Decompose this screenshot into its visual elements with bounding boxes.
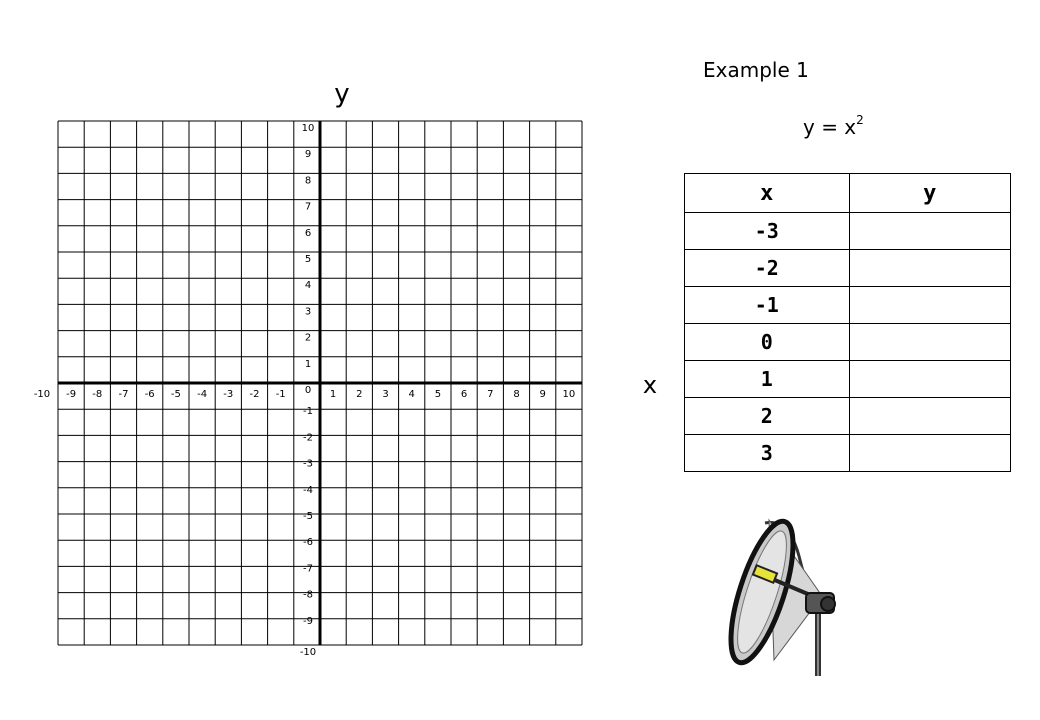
y-tick-label: 10 [301, 123, 315, 134]
x-tick-label: -5 [170, 389, 181, 400]
x-tick-label: -6 [144, 389, 155, 400]
x-tick-label: 1 [329, 389, 337, 400]
y-tick-label: 3 [304, 306, 312, 318]
y-tick-label: -9 [303, 615, 313, 627]
page-title: Example 1 [703, 58, 809, 82]
satellite-dish-icon [718, 515, 835, 676]
y-tick-label: -8 [303, 589, 313, 601]
y-value-cell[interactable] [849, 398, 1011, 435]
table-row [685, 398, 1011, 435]
y-value-cell[interactable] [849, 213, 1011, 250]
x-tick-label: 7 [487, 389, 494, 400]
y-tick-label: -3 [303, 458, 313, 470]
y-tick-label: 2 [304, 332, 312, 344]
x-tick-label: -7 [118, 389, 129, 400]
x-tick-label: -3 [223, 389, 234, 400]
y-tick-label: 1 [304, 358, 312, 370]
y-tick-label: -5 [303, 511, 313, 522]
table-row [685, 213, 1011, 250]
x-tick-label: -2 [249, 389, 260, 400]
value-table [684, 173, 1011, 472]
y-tick-label: -4 [303, 484, 313, 496]
y-column-header: y [849, 174, 1011, 213]
y-tick-label: 4 [304, 280, 312, 292]
x-tick-label: 6 [460, 389, 468, 400]
y-tick-label: -2 [303, 432, 313, 444]
y-tick-label: -6 [303, 537, 313, 549]
table-row [685, 324, 1011, 361]
table-row [685, 250, 1011, 287]
y-tick-labels [300, 123, 316, 658]
y-tick-label: 8 [304, 175, 312, 187]
table-row [685, 287, 1011, 324]
y-value-cell[interactable] [849, 324, 1011, 361]
equation-base: y = x [803, 115, 857, 139]
y-tick-label: -7 [303, 563, 313, 575]
y-tick-label: 9 [304, 149, 312, 161]
y-tick-label: 7 [304, 201, 312, 213]
y-tick-label: 0 [304, 385, 312, 396]
y-value-cell[interactable] [849, 435, 1011, 472]
x-tick-label: -8 [92, 389, 103, 400]
x-value-cell: -3 [685, 213, 850, 250]
x-tick-label: 3 [382, 389, 389, 400]
table-header-row [685, 174, 1011, 213]
equation-exponent: 2 [856, 113, 864, 127]
table-row [685, 435, 1011, 472]
x-value-cell: 3 [685, 435, 850, 472]
y-tick-label: 5 [304, 254, 312, 265]
table-row [685, 361, 1011, 398]
x-tick-label: -10 [33, 389, 51, 400]
x-axis-label: x [642, 371, 658, 399]
y-value-cell[interactable] [849, 361, 1011, 398]
x-tick-label: -4 [197, 389, 208, 400]
x-tick-label: -9 [66, 389, 77, 400]
x-value-cell: -1 [685, 287, 850, 324]
y-tick-label: -10 [299, 647, 317, 658]
x-tick-label: 10 [562, 389, 576, 400]
x-tick-label: 4 [408, 389, 415, 400]
x-tick-label: 8 [513, 389, 520, 400]
x-tick-label: 5 [434, 389, 442, 400]
x-value-cell: 2 [685, 398, 850, 435]
y-value-cell[interactable] [849, 250, 1011, 287]
x-value-cell: 1 [685, 361, 850, 398]
x-value-cell: -2 [685, 250, 850, 287]
x-tick-label: -1 [275, 389, 286, 400]
x-column-header: x [685, 174, 850, 213]
equation [803, 113, 864, 139]
y-axis-label: y [334, 79, 350, 109]
y-tick-label: -1 [303, 406, 313, 418]
y-value-cell[interactable] [849, 287, 1011, 324]
y-tick-label: 6 [304, 227, 312, 239]
x-tick-label: 9 [539, 389, 546, 400]
x-tick-label: 2 [356, 389, 363, 400]
x-value-cell: 0 [685, 324, 850, 361]
